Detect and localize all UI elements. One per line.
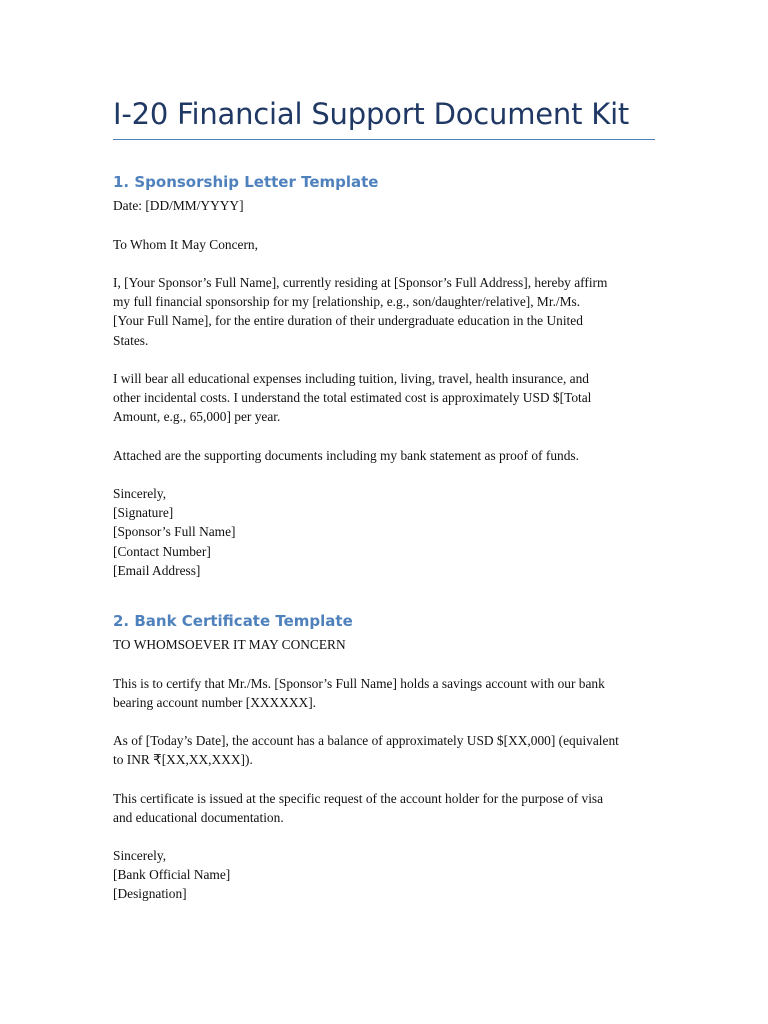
balance-paragraph — [113, 731, 655, 769]
text-line: other incidental costs. I understand the total estimated cost is approximately USD $[Total — [113, 390, 592, 406]
closing-line: Sincerely, — [113, 486, 167, 501]
text-line: Amount, e.g., 65,000] per year. — [113, 409, 281, 425]
text-line: I, [Your Sponsor’s Full Name], currently residing at [Sponsor’s Full Address], hereby affirm — [113, 275, 608, 290]
title-underline — [113, 139, 655, 140]
certificate-closing — [113, 846, 655, 904]
date-line: Date: [DD/MM/YYYY] — [113, 198, 244, 213]
text-line: bearing account number [XXXXXX]. — [113, 695, 317, 711]
text-line: This certificate is issued at the specific request of the account holder for the purpose of visa — [113, 791, 604, 806]
text-line: to INR ₹[XX,XX,XXX]). — [113, 752, 253, 768]
sponsorship-paragraph — [113, 273, 655, 350]
text-line: my full financial sponsorship for my [relationship, e.g., son/daughter/relative], Mr./Ms. — [113, 294, 581, 310]
section-heading-sponsorship-letter: 1. Sponsorship Letter Template — [113, 173, 379, 191]
account-paragraph — [113, 674, 655, 712]
text-line: This is to certify that Mr./Ms. [Sponsor’s Full Name] holds a savings account with our bank — [113, 676, 605, 691]
text-line: I will bear all educational expenses including tuition, living, travel, health insurance, and — [113, 371, 589, 386]
signature-placeholder: [Signature] — [113, 505, 174, 521]
section-heading-bank-certificate: 2. Bank Certificate Template — [113, 612, 353, 630]
purpose-paragraph — [113, 789, 655, 827]
bank-official-name-placeholder: [Bank Official Name] — [113, 867, 231, 883]
text-line: [Your Full Name], for the entire duration of their undergraduate education in the United — [113, 313, 583, 329]
text-line: States. — [113, 332, 149, 348]
contact-number-placeholder: [Contact Number] — [113, 543, 211, 559]
email-address-placeholder: [Email Address] — [113, 562, 201, 578]
text-line: As of [Today’s Date], the account has a balance of approximately USD $[XX,000] (equivalent — [113, 733, 619, 748]
sponsor-name-placeholder: [Sponsor’s Full Name] — [113, 524, 236, 540]
text-line: and educational documentation. — [113, 810, 284, 826]
expenses-paragraph — [113, 369, 655, 427]
designation-placeholder: [Designation] — [113, 886, 187, 902]
closing-line: Sincerely, — [113, 848, 167, 863]
letter-salutation: To Whom It May Concern, — [113, 237, 258, 252]
letter-closing — [113, 484, 655, 580]
certificate-salutation: TO WHOMSOEVER IT MAY CONCERN — [113, 637, 346, 652]
document-title: I-20 Financial Support Document Kit — [113, 97, 630, 131]
attachments-paragraph: Attached are the supporting documents including my bank statement as proof of funds. — [113, 448, 579, 463]
